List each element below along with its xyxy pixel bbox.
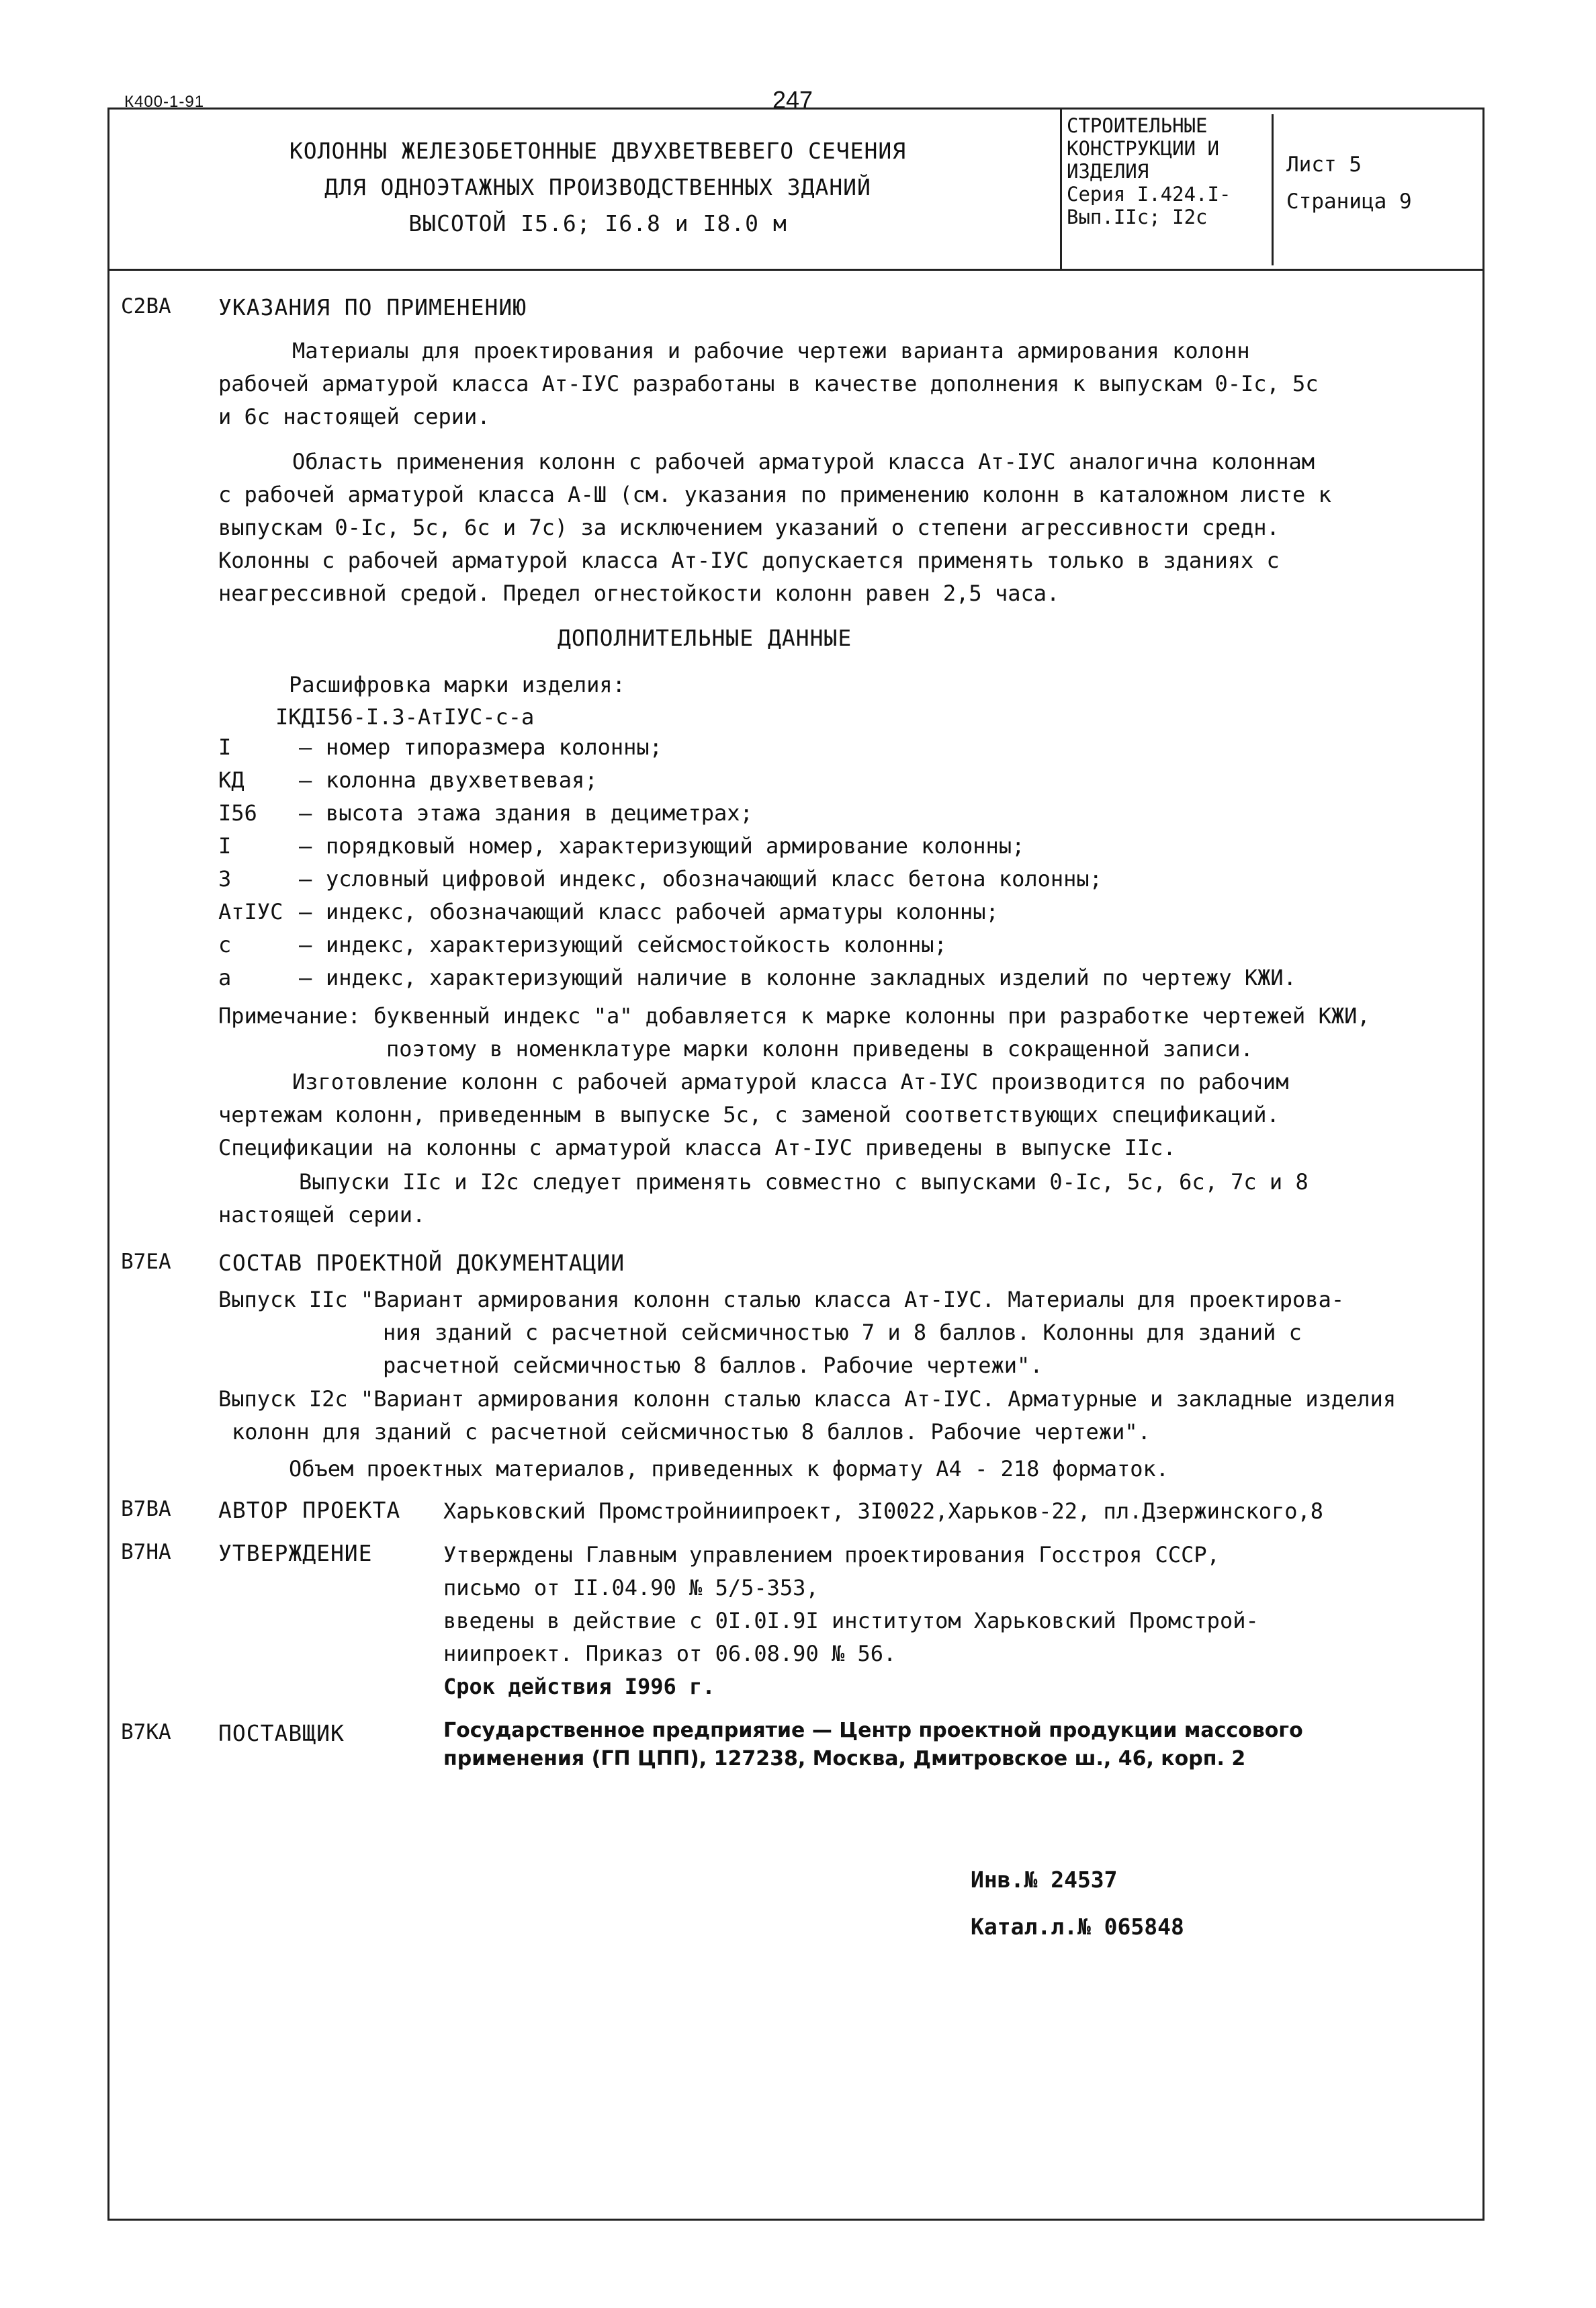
section-title-usage: УКАЗАНИЯ ПО ПРИМЕНЕНИЮ — [218, 294, 527, 320]
title-line: КОЛОННЫ ЖЕЛЕЗОБЕТОННЫЕ ДВУХВЕТВЕВЕГО СЕЧЕНИЯ — [289, 138, 907, 164]
legend-text: индекс, характеризующий наличие в колонне закладных изделий по чертежу КЖИ. — [326, 965, 1296, 990]
text-line: расчетной сейсмичностью 8 баллов. Рабочие чертежи". — [383, 1353, 1043, 1378]
legend-item: АтIУС – индекс, обозначающий класс рабочей арматуры колонны; — [218, 899, 999, 925]
section-code-usage: C2BA — [121, 294, 171, 318]
text-line: ниипроект. Приказ от 06.08.90 № 56. — [443, 1641, 897, 1666]
legend-list — [218, 734, 1448, 998]
legend-item: а – индекс, характеризующий наличие в колонне закладных изделий по чертежу КЖИ. — [218, 965, 1296, 990]
title-line: ВЫСОТОЙ I5.6; I6.8 и I8.0 м — [408, 210, 787, 237]
note-line-1: Примечание: буквенный индекс "а" добавляется к марке колонны при разработке чертежей КЖИ, — [218, 1003, 1370, 1029]
sheet-block — [1286, 146, 1481, 220]
section-code-author: В7ВА — [121, 1497, 171, 1521]
text-line: и 6с настоящей серии. — [218, 404, 490, 429]
page-number: 247 — [772, 86, 813, 114]
header-vertical-divider-2 — [1272, 114, 1274, 265]
usage-paragraph-2 — [218, 445, 1448, 610]
section-title-approval: УТВЕРЖДЕНИЕ — [218, 1540, 373, 1566]
text-line: Выпуск I2с "Вариант армирования колонн сталью класса Ат-IУС. Арматурные и закладные изделия — [218, 1386, 1396, 1412]
text-line: рабочей арматурой класса Ат-IУС разработаны в качестве дополнения к выпускам 0-Iс, 5с — [218, 371, 1319, 396]
section-title-composition: СОСТАВ ПРОЕКТНОЙ ДОКУМЕНТАЦИИ — [218, 1250, 625, 1276]
stamp-line: применения (ГП ЦПП), 127238, Москва, Дмитровское ш., 46, корп. 2 — [443, 1747, 1246, 1770]
note-line-2: поэтому в номенклатуре марки колонн приведены в сокращенной записи. — [386, 1036, 1253, 1062]
text-line: чертежам колонн, приведенным в выпуске 5с, с заменой соответствующих спецификаций. — [218, 1102, 1280, 1127]
extra-paragraph-3 — [218, 1066, 1448, 1164]
legend-key: КД — [218, 767, 245, 793]
text-line: Изготовление колонн с рабочей арматурой класса Ат-IУС производится по рабочим — [292, 1069, 1289, 1095]
text-line: Срок действия I996 г. — [443, 1674, 715, 1699]
section-code-composition: В7ЕА — [121, 1250, 171, 1274]
legend-key: I56 — [218, 800, 257, 826]
text-line: неагрессивной средой. Предел огнестойкости колонн равен 2,5 часа. — [218, 581, 1060, 606]
header-vertical-divider — [1060, 108, 1062, 269]
composition-item-2 — [218, 1383, 1468, 1449]
section-code-approval: В7НА — [121, 1540, 171, 1564]
text-line: Область применения колонн с рабочей арматурой класса Ат-IУС аналогична колоннам — [292, 449, 1315, 474]
stamp-line: Государственное предприятие — Центр проектной продукции массового — [443, 1719, 1303, 1742]
section-title-author: АВТОР ПРОЕКТА — [218, 1497, 401, 1523]
series-line: ИЗДЕЛИЯ — [1067, 160, 1149, 183]
legend-text: условный цифровой индекс, обозначающий класс бетона колонны; — [326, 866, 1102, 892]
supplier-stamp — [443, 1717, 1303, 1773]
header-divider — [107, 269, 1484, 271]
legend-item: КД – колонна двухветвевая; — [218, 767, 598, 793]
approval-text — [443, 1539, 1259, 1703]
legend-item: I – порядковый номер, характеризующий армирование колонны; — [218, 833, 1025, 859]
series-line: Вып.IIc; I2c — [1067, 206, 1208, 228]
text-line: Выпуски IIс и I2с следует применять совместно с выпусками 0-Iс, 5с, 6с, 7с и 8 — [299, 1169, 1309, 1195]
composition-item-1 — [218, 1283, 1468, 1382]
legend-key: а — [218, 965, 232, 990]
page-label: Страница 9 — [1286, 189, 1412, 214]
text-line: письмо от II.04.90 № 5/5-353, — [443, 1575, 819, 1600]
legend-key: I — [218, 734, 232, 760]
section-code-supplier: В7КА — [121, 1720, 171, 1744]
text-line: Выпуск IIс "Вариант армирования колонн сталью класса Ат-IУС. Материалы для проектирова- — [218, 1287, 1345, 1312]
text-line: колонн для зданий с расчетной сейсмичностью 8 баллов. Рабочие чертежи". — [232, 1419, 1151, 1445]
legend-text: высота этажа здания в дециметрах; — [326, 800, 753, 826]
author-text: Харьковский Промстройниипроект, 3I0022,Харьков-22, пл.Дзержинского,8 — [443, 1498, 1324, 1524]
legend-key: I — [218, 833, 232, 859]
legend-text: индекс, обозначающий класс рабочей арматуры колонны; — [326, 899, 999, 925]
section-title-supplier: ПОСТАВЩИК — [218, 1720, 345, 1746]
text-line: введены в действие с 0I.0I.9I институтом Харьковский Промстрой- — [443, 1608, 1259, 1633]
usage-paragraph-1 — [218, 335, 1448, 433]
legend-key: с — [218, 932, 232, 957]
legend-item: с – индекс, характеризующий сейсмостойкость колонны; — [218, 932, 947, 957]
text-line: ния зданий с расчетной сейсмичностью 7 и 8 баллов. Колонны для зданий с — [383, 1320, 1302, 1345]
title-line: ДЛЯ ОДНОЭТАЖНЫХ ПРОИЗВОДСТВЕННЫХ ЗДАНИЙ — [324, 174, 871, 200]
series-line: СТРОИТЕЛЬНЫЕ — [1067, 114, 1208, 137]
document-code: К400-1-91 — [124, 93, 205, 111]
legend-key: АтIУС — [218, 899, 283, 925]
legend-text: колонна двухветвевая; — [326, 767, 598, 793]
product-mark: IКДI56-I.3-АтIУС-с-а — [275, 704, 535, 730]
legend-item: I56 – высота этажа здания в дециметрах; — [218, 800, 753, 826]
text-line: с рабочей арматурой класса А-Ш (см. указания по применению колонн в каталожном листе к — [218, 482, 1331, 507]
text-line: Спецификации на колонны с арматурой класса Ат-IУС приведены в выпуске IIс. — [218, 1135, 1176, 1160]
text-line: выпускам 0-Iс, 5с, 6с и 7с) за исключением указаний о степени агрессивности средн. — [218, 515, 1280, 540]
text-line: Колонны с рабочей арматурой класса Ат-IУС допускается применять только в зданиях с — [218, 548, 1280, 573]
legend-item: 3 – условный цифровой индекс, обозначающий класс бетона колонны; — [218, 866, 1102, 892]
legend-text: порядковый номер, характеризующий армирование колонны; — [326, 833, 1025, 859]
catalog-number: Катал.л.№ 065848 — [971, 1914, 1184, 1940]
legend-item: I – номер типоразмера колонны; — [218, 734, 662, 760]
series-block — [1067, 114, 1268, 228]
series-line: КОНСТРУКЦИИ И — [1067, 137, 1219, 160]
inventory-number: Инв.№ 24537 — [971, 1867, 1118, 1893]
section-title-extra: ДОПОЛНИТЕЛЬНЫЕ ДАННЫЕ — [558, 625, 852, 651]
legend-text: индекс, характеризующий сейсмостойкость колонны; — [326, 932, 947, 957]
decode-label: Расшифровка марки изделия: — [289, 672, 625, 697]
document-title — [154, 133, 1041, 242]
text-line: Материалы для проектирования и рабочие чертежи варианта армирования колонн — [292, 338, 1250, 364]
composition-volume: Объем проектных материалов, приведенных к формату А4 - 218 форматок. — [289, 1456, 1169, 1482]
text-line: Утверждены Главным управлением проектирования Госстроя СССР, — [443, 1542, 1220, 1568]
note — [218, 1000, 1468, 1066]
series-line: Серия I.424.I- — [1067, 183, 1231, 206]
text-line: настоящей серии. — [218, 1202, 426, 1228]
sheet-label: Лист 5 — [1286, 153, 1362, 177]
extra-paragraph-4 — [218, 1166, 1448, 1232]
legend-text: номер типоразмера колонны; — [326, 734, 662, 760]
legend-key: 3 — [218, 866, 232, 892]
